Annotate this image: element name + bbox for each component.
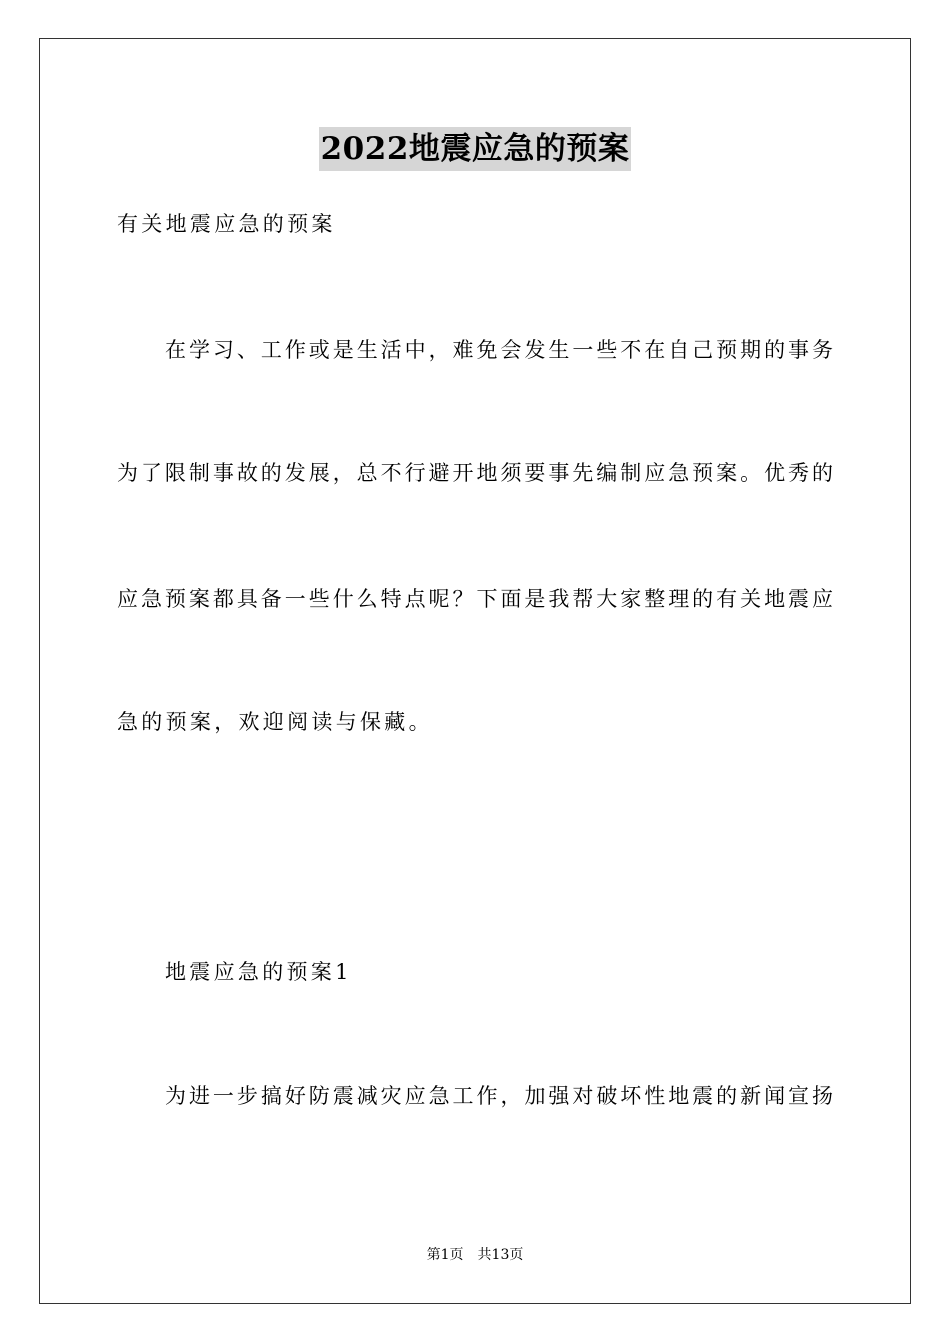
page-footer: 第1页 共13页 (426, 1247, 524, 1263)
paragraph-1-line-2: 为了限制事故的发展，总不行避开地须要事先编制应急预案。优秀的 (117, 461, 833, 485)
section-heading: 地震应急的预案1 (165, 960, 352, 984)
paragraph-1-line-4: 急的预案，欢迎阅读与保藏。 (117, 710, 433, 734)
paragraph-2-line-1: 为进一步搞好防震减灾应急工作，加强对破坏性地震的新闻宣扬 (165, 1084, 833, 1108)
document-title: 2022地震应急的预案 (319, 127, 632, 171)
paragraph-1-line-1: 在学习、工作或是生活中，难免会发生一些不在自己预期的事务 (165, 338, 833, 362)
paragraph-1-line-3: 应急预案都具备一些什么特点呢？下面是我帮大家整理的有关地震应 (117, 587, 833, 611)
document-subtitle: 有关地震应急的预案 (117, 212, 336, 236)
title-container (0, 127, 950, 171)
